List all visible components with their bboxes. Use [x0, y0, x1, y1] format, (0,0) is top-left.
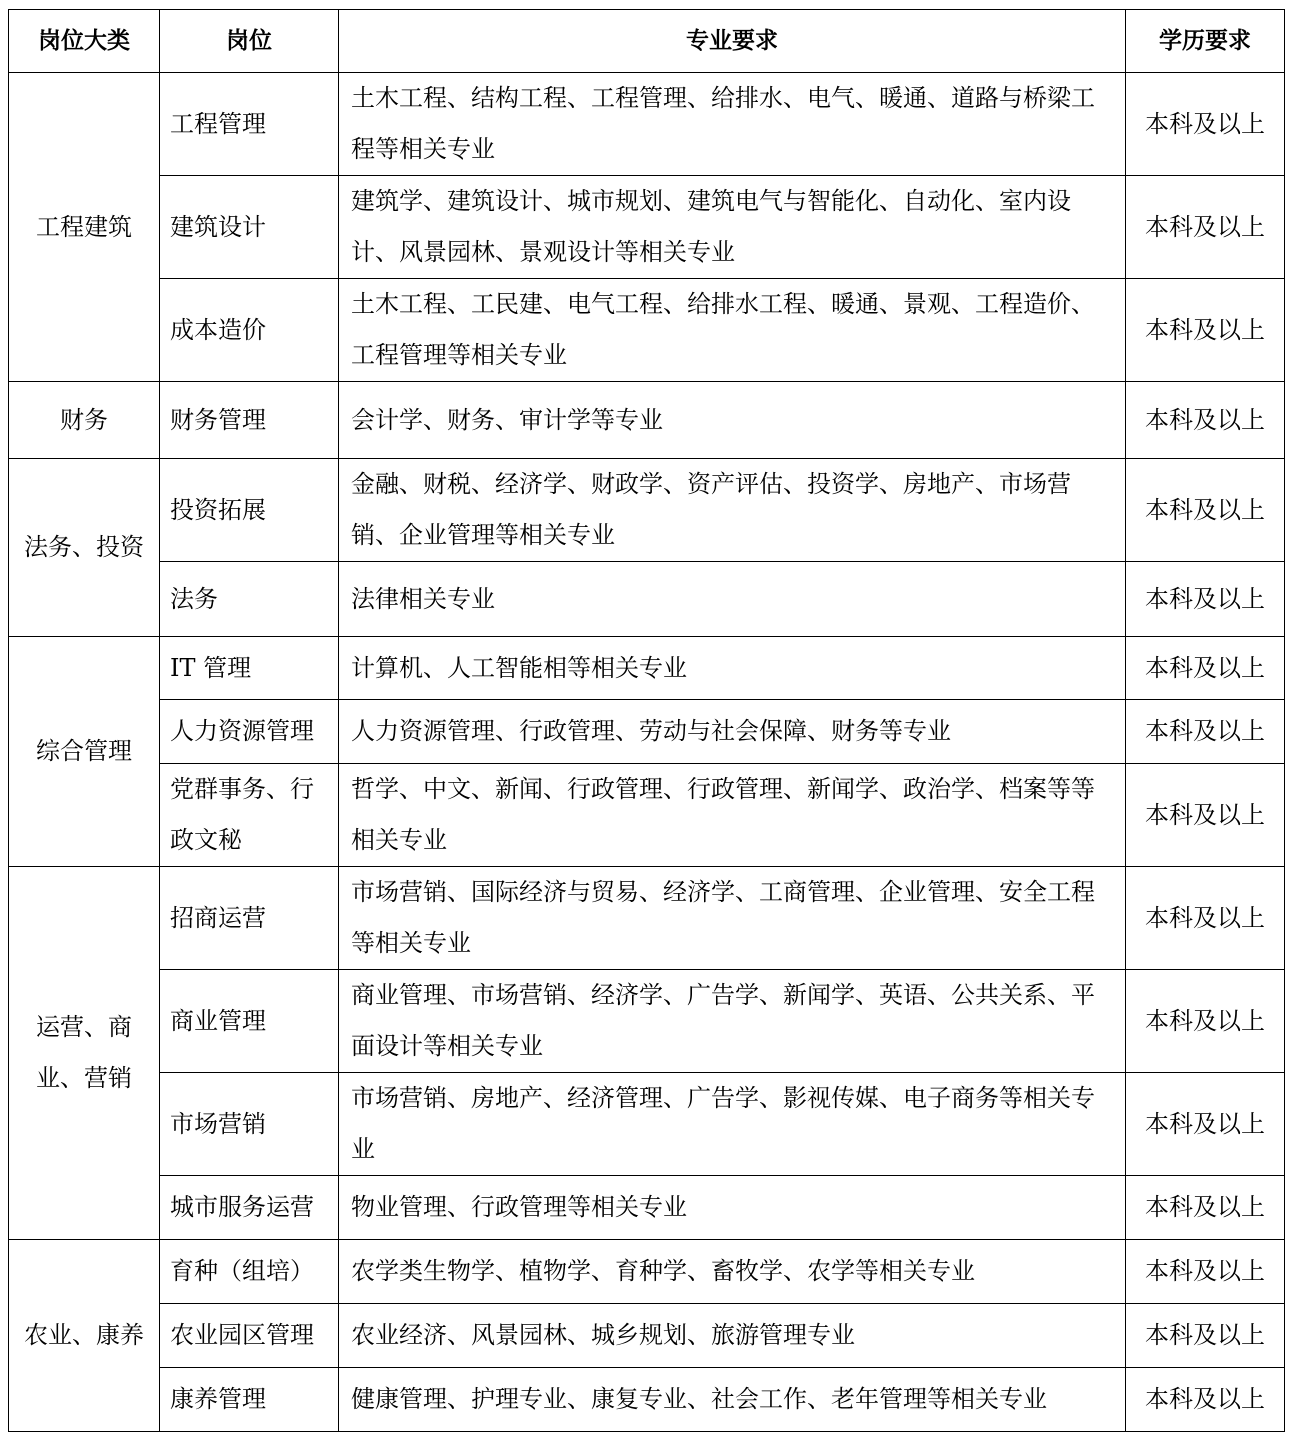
table-row	[9, 700, 1285, 764]
table-row	[9, 970, 1285, 1073]
table-row	[9, 176, 1285, 279]
education-cell: 本科及以上	[1126, 459, 1285, 562]
header-education: 学历要求	[1126, 10, 1285, 73]
table-row	[9, 1073, 1285, 1176]
position-cell: 财务管理	[160, 382, 339, 459]
category-cell: 综合管理	[9, 637, 160, 867]
major-cell: 土木工程、结构工程、工程管理、给排水、电气、暖通、道路与桥梁工程等相关专业	[339, 73, 1126, 176]
table-row	[9, 764, 1285, 867]
education-cell: 本科及以上	[1126, 1304, 1285, 1368]
position-cell: 投资拓展	[160, 459, 339, 562]
education-cell: 本科及以上	[1126, 73, 1285, 176]
major-cell: 土木工程、工民建、电气工程、给排水工程、暖通、景观、工程造价、工程管理等相关专业	[339, 279, 1126, 382]
major-cell: 金融、财税、经济学、财政学、资产评估、投资学、房地产、市场营销、企业管理等相关专业	[339, 459, 1126, 562]
table-row	[9, 73, 1285, 176]
education-cell: 本科及以上	[1126, 1368, 1285, 1432]
position-cell: 建筑设计	[160, 176, 339, 279]
major-cell: 健康管理、护理专业、康复专业、社会工作、老年管理等相关专业	[339, 1368, 1126, 1432]
table-row	[9, 1240, 1285, 1304]
position-cell: 成本造价	[160, 279, 339, 382]
major-cell: 物业管理、行政管理等相关专业	[339, 1176, 1126, 1240]
major-cell: 计算机、人工智能相等相关专业	[339, 637, 1126, 700]
table-row	[9, 1368, 1285, 1432]
education-cell: 本科及以上	[1126, 700, 1285, 764]
major-cell: 市场营销、房地产、经济管理、广告学、影视传媒、电子商务等相关专业	[339, 1073, 1126, 1176]
table-row	[9, 1304, 1285, 1368]
table-row	[9, 382, 1285, 459]
education-cell: 本科及以上	[1126, 382, 1285, 459]
position-cell: 康养管理	[160, 1368, 339, 1432]
header-major: 专业要求	[339, 10, 1126, 73]
header-category: 岗位大类	[9, 10, 160, 73]
education-cell: 本科及以上	[1126, 970, 1285, 1073]
position-cell: 党群事务、行政文秘	[160, 764, 339, 867]
position-cell: 市场营销	[160, 1073, 339, 1176]
major-cell: 农业经济、风景园林、城乡规划、旅游管理专业	[339, 1304, 1126, 1368]
education-cell: 本科及以上	[1126, 1176, 1285, 1240]
header-position: 岗位	[160, 10, 339, 73]
education-cell: 本科及以上	[1126, 562, 1285, 637]
education-cell: 本科及以上	[1126, 764, 1285, 867]
table-row	[9, 637, 1285, 700]
category-cell: 财务	[9, 382, 160, 459]
major-cell: 哲学、中文、新闻、行政管理、行政管理、新闻学、政治学、档案等等相关专业	[339, 764, 1126, 867]
education-cell: 本科及以上	[1126, 867, 1285, 970]
header-row	[9, 10, 1285, 73]
major-cell: 农学类生物学、植物学、育种学、畜牧学、农学等相关专业	[339, 1240, 1126, 1304]
category-cell: 农业、康养	[9, 1240, 160, 1432]
major-cell: 市场营销、国际经济与贸易、经济学、工商管理、企业管理、安全工程等相关专业	[339, 867, 1126, 970]
position-cell: IT 管理	[160, 637, 339, 700]
education-cell: 本科及以上	[1126, 637, 1285, 700]
table-row	[9, 562, 1285, 637]
education-cell: 本科及以上	[1126, 279, 1285, 382]
education-cell: 本科及以上	[1126, 176, 1285, 279]
position-cell: 人力资源管理	[160, 700, 339, 764]
major-cell: 商业管理、市场营销、经济学、广告学、新闻学、英语、公共关系、平面设计等相关专业	[339, 970, 1126, 1073]
position-cell: 育种（组培）	[160, 1240, 339, 1304]
requirements-table	[8, 9, 1285, 1432]
category-cell: 运营、商业、营销	[9, 867, 160, 1240]
table-row	[9, 459, 1285, 562]
major-cell: 会计学、财务、审计学等专业	[339, 382, 1126, 459]
education-cell: 本科及以上	[1126, 1240, 1285, 1304]
category-cell: 法务、投资	[9, 459, 160, 637]
position-cell: 商业管理	[160, 970, 339, 1073]
position-cell: 法务	[160, 562, 339, 637]
major-cell: 法律相关专业	[339, 562, 1126, 637]
table-row	[9, 867, 1285, 970]
position-cell: 招商运营	[160, 867, 339, 970]
category-cell: 工程建筑	[9, 73, 160, 382]
education-cell: 本科及以上	[1126, 1073, 1285, 1176]
page	[8, 9, 1285, 1432]
major-cell: 人力资源管理、行政管理、劳动与社会保障、财务等专业	[339, 700, 1126, 764]
position-cell: 城市服务运营	[160, 1176, 339, 1240]
position-cell: 工程管理	[160, 73, 339, 176]
major-cell: 建筑学、建筑设计、城市规划、建筑电气与智能化、自动化、室内设计、风景园林、景观设计等相关专业	[339, 176, 1126, 279]
table-row	[9, 279, 1285, 382]
table-row	[9, 1176, 1285, 1240]
position-cell: 农业园区管理	[160, 1304, 339, 1368]
